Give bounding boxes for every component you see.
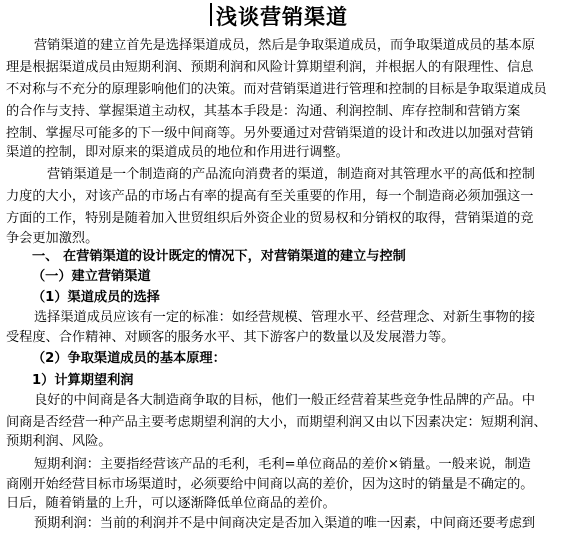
paragraph-line: 方面的工作，特别是随着加入世贸组织后外资企业的贸易权和分销权的取得，营销渠道的竞 [6, 211, 534, 226]
paragraph-line: 商刚开始经营目标市场渠道时，必须要给中间商以高的差价，因为这时的销量是不确定的。 [6, 477, 534, 492]
subsection-heading: 1）计算期望利润 [32, 373, 134, 388]
paragraph-line: 力度的大小，对该产品的市场占有率的提高有至关重要的作用，每一个制造商必须加强这一 [6, 189, 534, 204]
paragraph-line: 间商是否经营一种产品主要考虑期望利润的大小，而期望利润又由以下因素决定：短期利润、 [6, 415, 547, 430]
paragraph-line: 选择渠道成员应该有一定的标准：如经营规模、管理水平、经营理念、对新生事物的接 [34, 310, 536, 325]
paragraph-line: 理是根据渠道成员由短期利润、预期利润和风险计算期望利润，并根据人的有限理性、信息 [6, 60, 534, 75]
paragraph-line: 受程度、合作精神、对顾客的服务水平、其下游客户的数量以及发展潜力等。 [6, 330, 455, 345]
paragraph-line: 日后，随着销量的上升，可以逐渐降低单位商品的差价。 [6, 496, 336, 511]
paragraph-line: 良好的中间商是各大制造商争取的目标，他们一般正经营着某些竞争性品牌的产品。中 [34, 393, 536, 408]
subsection-heading: （2）争取渠道成员的基本原理： [32, 351, 226, 366]
title-area [0, 0, 582, 30]
text-cursor [210, 3, 212, 26]
paragraph-line: 的合作与支持、掌握渠道主动权，其基本手段是：沟通、利润控制、库存控制和营销方案 [6, 104, 521, 119]
paragraph-line: 争会更加激烈。 [6, 231, 99, 246]
paragraph-line: 不对称与不充分的原理影响他们的决策。而对营销渠道进行管理和控制的目标是争取渠道成员 [6, 82, 547, 97]
paragraph-line: 营销渠道的建立首先是选择渠道成员，然后是争取渠道成员，而争取渠道成员的基本原 [34, 38, 536, 53]
document-title: 浅谈营销渠道 [216, 5, 348, 29]
subsection-heading: （一）建立营销渠道 [32, 269, 151, 284]
paragraph-line: 控制、掌握尽可能多的下一级中间商等。另外要通过对营销渠道的设计和改进以加强对营销 [6, 126, 534, 141]
paragraph-line: 营销渠道是一个制造商的产品流向消费者的渠道，制造商对其管理水平的高低和控制 [47, 167, 535, 182]
paragraph-line: 渠道的控制，即对原来的渠道成员的地位和作用进行调整。 [6, 145, 349, 160]
paragraph-line: 预期利润、风险。 [6, 434, 112, 449]
paragraph-line: 预期利润：当前的利润并不是中间商决定是否加入渠道的唯一因素，中间商还要考虑到 [34, 516, 536, 531]
paragraph-line: 短期利润：主要指经营该产品的毛利，毛利=单位商品的差价×销量。一般来说，制造 [34, 457, 531, 472]
subsection-heading: （1）渠道成员的选择 [32, 290, 160, 305]
section-heading: 一、 在营销渠道的设计既定的情况下，对营销渠道的建立与控制 [32, 249, 406, 264]
